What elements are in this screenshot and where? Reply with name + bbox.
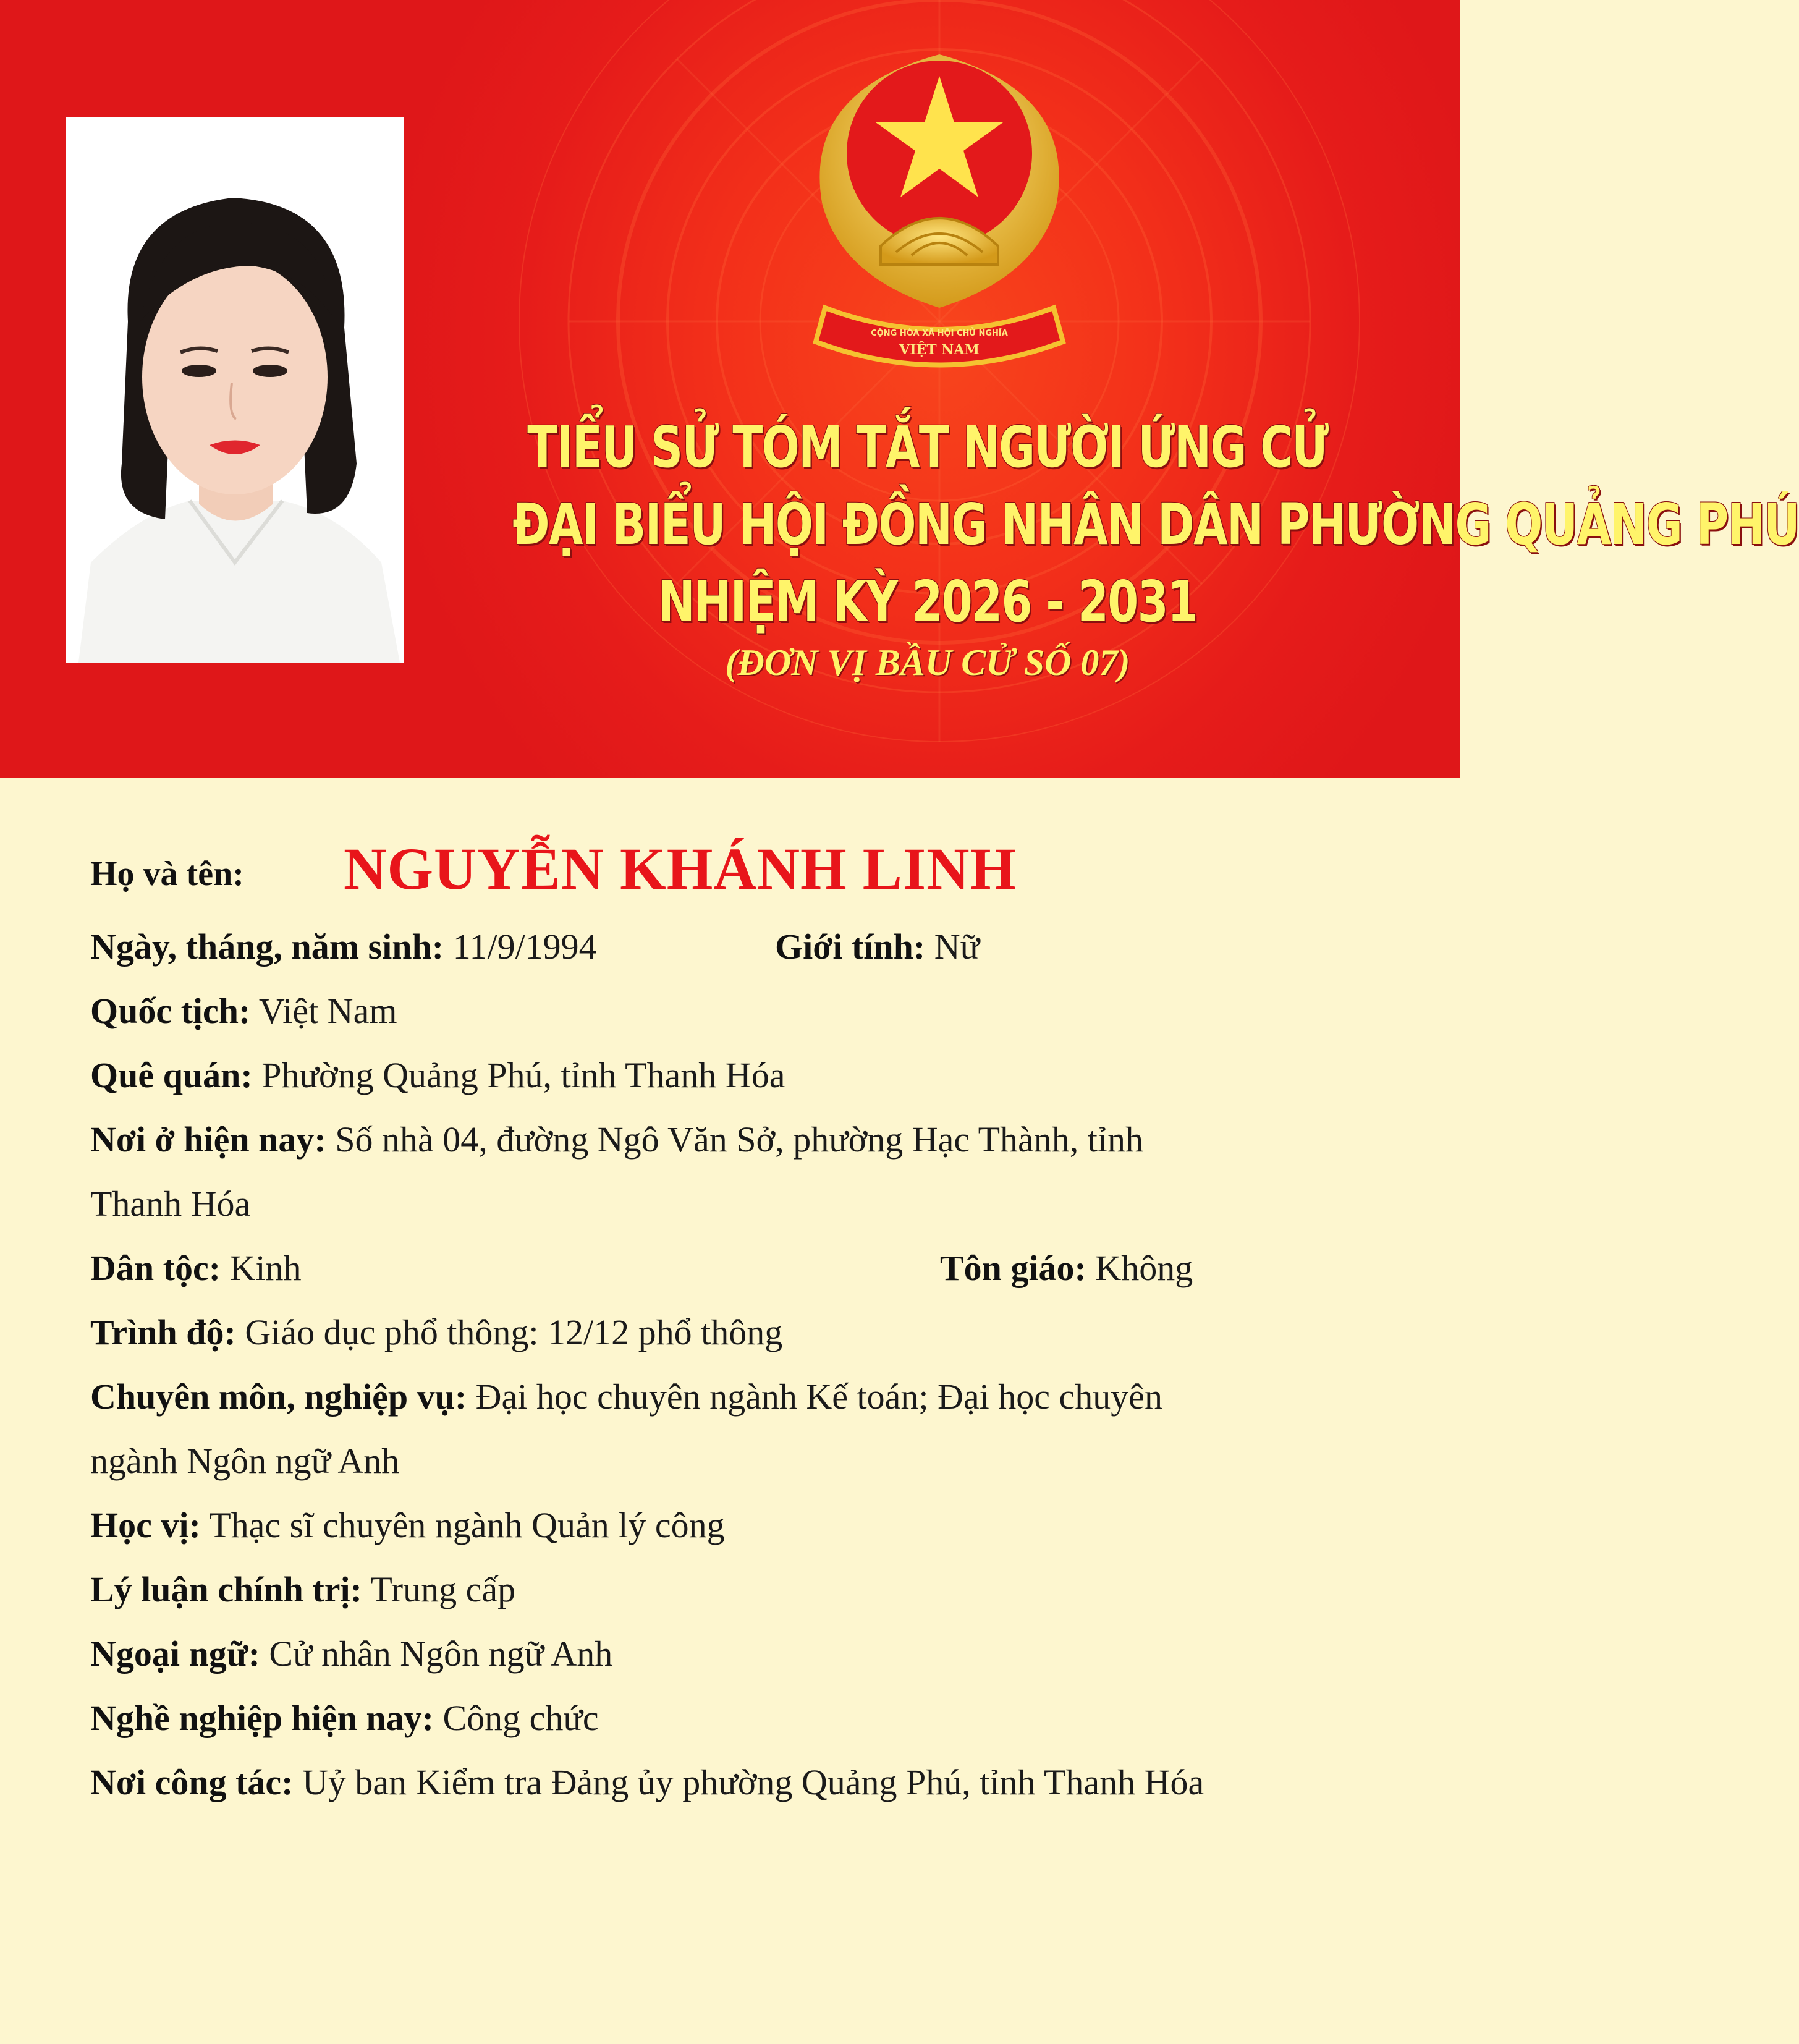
title-line-2: ĐẠI BIỂU HỘI ĐỒNG NHÂN DÂN PHƯỜNG QUẢNG PHÚ	[512, 491, 1799, 558]
workplace-row	[90, 1750, 1419, 1815]
specialty-value-line2: ngành Ngôn ngữ Anh	[90, 1441, 400, 1481]
occupation-row	[90, 1686, 1419, 1750]
specialty-label: Chuyên môn, nghiệp vụ:	[90, 1376, 467, 1417]
candidate-photo	[66, 117, 404, 663]
hometown-label: Quê quán:	[90, 1055, 253, 1095]
title-line-3: NHIỆM KỲ 2026 - 2031	[658, 569, 1198, 635]
religion-group	[940, 1236, 1193, 1300]
gender-group	[775, 915, 980, 979]
national-emblem-icon	[766, 17, 1112, 388]
occupation-label: Nghề nghiệp hiện nay:	[90, 1698, 434, 1738]
residence-row-cont	[90, 1172, 1419, 1236]
residence-label: Nơi ở hiện nay:	[90, 1119, 326, 1160]
education-value: Giáo dục phổ thông: 12/12 phổ thông	[245, 1312, 783, 1352]
emblem-text-top: CỘNG HÒA XÃ HỘI CHỦ NGHĨA	[871, 329, 1008, 338]
nationality-row	[90, 979, 1419, 1043]
politics-value: Trung cấp	[370, 1569, 516, 1609]
dob-label: Ngày, tháng, năm sinh:	[90, 927, 444, 967]
degree-label: Học vị:	[90, 1505, 201, 1545]
residence-value-line2: Thanh Hóa	[90, 1184, 251, 1224]
dob-value: 11/9/1994	[452, 927, 597, 967]
name-label: Họ và tên:	[90, 855, 244, 893]
ethnicity-label: Dân tộc:	[90, 1248, 221, 1288]
religion-label: Tôn giáo:	[940, 1248, 1086, 1288]
subtitle: (ĐƠN VỊ BẦU CỬ SỐ 07)	[725, 642, 1130, 683]
nationality-label: Quốc tịch:	[90, 991, 251, 1031]
politics-row	[90, 1558, 1419, 1622]
education-label: Trình độ:	[90, 1312, 236, 1352]
occupation-value: Công chức	[442, 1698, 599, 1738]
residence-value-line1: Số nhà 04, đường Ngô Văn Sở, phường Hạc Thành, tỉnh	[335, 1119, 1144, 1160]
name-row	[90, 822, 1419, 915]
residence-row	[90, 1108, 1419, 1172]
header-banner	[0, 0, 1799, 778]
degree-row	[90, 1493, 1419, 1558]
hometown-row	[90, 1043, 1419, 1108]
specialty-row-cont	[90, 1429, 1419, 1493]
specialty-value-line1: Đại học chuyên ngành Kế toán; Đại học chuyên	[475, 1376, 1162, 1417]
degree-value: Thạc sĩ chuyên ngành Quản lý công	[209, 1505, 725, 1545]
language-row	[90, 1622, 1419, 1686]
dob-row	[90, 915, 1419, 979]
language-label: Ngoại ngữ:	[90, 1634, 260, 1674]
politics-label: Lý luận chính trị:	[90, 1569, 362, 1609]
nationality-value: Việt Nam	[258, 991, 397, 1031]
workplace-value: Uỷ ban Kiểm tra Đảng ủy phường Quảng Phú, tỉnh Thanh Hóa	[302, 1762, 1204, 1802]
specialty-row	[90, 1365, 1419, 1429]
ethnicity-value: Kinh	[229, 1248, 302, 1288]
ethnicity-row	[90, 1236, 1419, 1300]
candidate-name: NGUYỄN KHÁNH LINH	[344, 836, 1017, 902]
emblem-text-bottom: VIỆT NAM	[899, 342, 980, 358]
language-value: Cử nhân Ngôn ngữ Anh	[269, 1634, 613, 1674]
workplace-label: Nơi công tác:	[90, 1762, 294, 1802]
profile-details	[90, 822, 1419, 1815]
title-line-1: TIỂU SỬ TÓM TẮT NGƯỜI ỨNG CỬ	[527, 414, 1328, 480]
education-row	[90, 1300, 1419, 1365]
hometown-value: Phường Quảng Phú, tỉnh Thanh Hóa	[261, 1055, 785, 1095]
gender-label: Giới tính:	[775, 927, 926, 967]
gender-value: Nữ	[934, 927, 980, 967]
portrait-photo-icon	[66, 117, 404, 663]
national-emblem	[766, 17, 1112, 388]
religion-value: Không	[1095, 1248, 1193, 1288]
